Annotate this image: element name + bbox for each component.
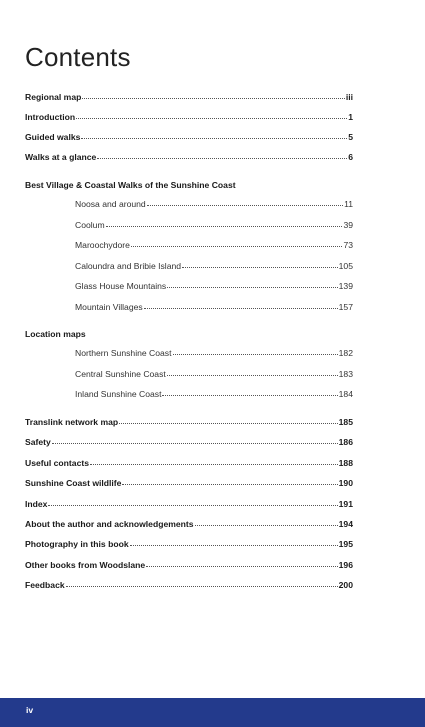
toc-entry-label: Translink network map — [25, 417, 119, 427]
toc-entry-label: Guided walks — [25, 132, 81, 142]
toc-entry-inland-sunshine-coast[interactable] — [75, 390, 353, 399]
toc-entry-page: 39 — [343, 220, 353, 230]
dot-leader — [146, 566, 337, 567]
toc-entry-page: 190 — [338, 478, 353, 488]
dot-leader — [182, 267, 338, 268]
toc-entry-maroochydore[interactable] — [75, 241, 353, 250]
toc-entry-page: 188 — [338, 458, 353, 468]
dot-leader — [131, 246, 343, 247]
dot-leader — [76, 118, 347, 119]
toc-entry-index[interactable] — [25, 500, 353, 509]
toc-entry-page: 105 — [338, 261, 353, 271]
toc-entry-caloundra[interactable] — [75, 262, 353, 271]
toc-entry-label: Mountain Villages — [75, 302, 143, 312]
toc-entry-label: Central Sunshine Coast — [75, 369, 166, 379]
toc-entry-useful-contacts[interactable] — [25, 459, 353, 468]
toc-entry-sunshine-coast-wildlife[interactable] — [25, 479, 353, 488]
toc-entry-page: 1 — [348, 112, 353, 122]
toc-entry-glass-house-mountains[interactable] — [75, 282, 353, 291]
toc-entry-label: Feedback — [25, 580, 65, 590]
toc-entry-coolum[interactable] — [75, 221, 353, 230]
toc-entry-page: 182 — [338, 348, 353, 358]
toc-entry-page: 183 — [338, 369, 353, 379]
toc-entry-page: 6 — [348, 152, 353, 162]
dot-leader — [119, 423, 338, 424]
dot-leader — [130, 545, 338, 546]
toc-entry-mountain-villages[interactable] — [75, 303, 353, 312]
toc-entry-page: iii — [345, 92, 353, 102]
dot-leader — [97, 158, 347, 159]
toc-entry-page: 200 — [338, 580, 353, 590]
dot-leader — [81, 138, 347, 139]
toc-entry-label: Maroochydore — [75, 240, 130, 250]
toc-entry-label: Index — [25, 499, 48, 509]
dot-leader — [52, 443, 338, 444]
dot-leader — [48, 505, 337, 506]
section-heading-village-coastal-walks: Best Village & Coastal Walks of the Sunshine Coast — [25, 180, 236, 190]
dot-leader — [122, 484, 337, 485]
toc-entry-page: 11 — [344, 199, 353, 209]
toc-entry-label: Other books from Woodslane — [25, 560, 146, 570]
toc-entry-page: 185 — [338, 417, 353, 427]
dot-leader — [195, 525, 338, 526]
footer-page-number: iv — [26, 705, 34, 715]
toc-entry-introduction[interactable] — [25, 113, 353, 122]
toc-entry-page: 191 — [338, 499, 353, 509]
toc-entry-label: Glass House Mountains — [75, 281, 167, 291]
toc-entry-walks-at-a-glance[interactable] — [25, 153, 353, 162]
toc-entry-page: 139 — [338, 281, 353, 291]
toc-entry-noosa[interactable] — [75, 200, 353, 209]
toc-entry-label: About the author and acknowledgements — [25, 519, 194, 529]
dot-leader — [90, 464, 338, 465]
toc-entry-label: Sunshine Coast wildlife — [25, 478, 122, 488]
dot-leader — [82, 98, 344, 99]
toc-entry-page: 5 — [348, 132, 353, 142]
toc-entry-translink-network-map[interactable] — [25, 418, 353, 427]
toc-entry-label: Useful contacts — [25, 458, 89, 468]
dot-leader — [106, 226, 343, 227]
toc-entry-label: Introduction — [25, 112, 76, 122]
toc-entry-regional-map[interactable] — [25, 93, 353, 102]
toc-entry-feedback[interactable] — [25, 581, 353, 590]
dot-leader — [173, 354, 338, 355]
toc-entry-label: Photography in this book — [25, 539, 129, 549]
toc-entry-label: Noosa and around — [75, 199, 146, 209]
footer-bar — [0, 698, 425, 727]
toc-entry-label: Regional map — [25, 92, 82, 102]
toc-entry-other-books[interactable] — [25, 561, 353, 570]
toc-entry-about-the-author[interactable] — [25, 520, 353, 529]
toc-entry-label: Safety — [25, 437, 51, 447]
toc-entry-page: 157 — [338, 302, 353, 312]
page-title: Contents — [25, 42, 131, 72]
dot-leader — [167, 287, 337, 288]
toc-entry-page: 194 — [338, 519, 353, 529]
toc-entry-label: Caloundra and Bribie Island — [75, 261, 182, 271]
toc-entry-label: Inland Sunshine Coast — [75, 389, 162, 399]
section-heading-location-maps: Location maps — [25, 329, 86, 339]
dot-leader — [162, 395, 337, 396]
toc-entry-page: 184 — [338, 389, 353, 399]
toc-entry-photography[interactable] — [25, 540, 353, 549]
toc-entry-label: Northern Sunshine Coast — [75, 348, 172, 358]
toc-entry-page: 195 — [338, 539, 353, 549]
toc-entry-label: Coolum — [75, 220, 105, 230]
toc-entry-label: Walks at a glance — [25, 152, 97, 162]
toc-entry-northern-sunshine-coast[interactable] — [75, 349, 353, 358]
dot-leader — [66, 586, 338, 587]
dot-leader — [167, 375, 338, 376]
toc-entry-safety[interactable] — [25, 438, 353, 447]
toc-entry-page: 196 — [338, 560, 353, 570]
dot-leader — [147, 205, 343, 206]
toc-entry-page: 73 — [343, 240, 353, 250]
toc-entry-page: 186 — [338, 437, 353, 447]
dot-leader — [144, 308, 338, 309]
toc-entry-central-sunshine-coast[interactable] — [75, 370, 353, 379]
toc-entry-guided-walks[interactable] — [25, 133, 353, 142]
